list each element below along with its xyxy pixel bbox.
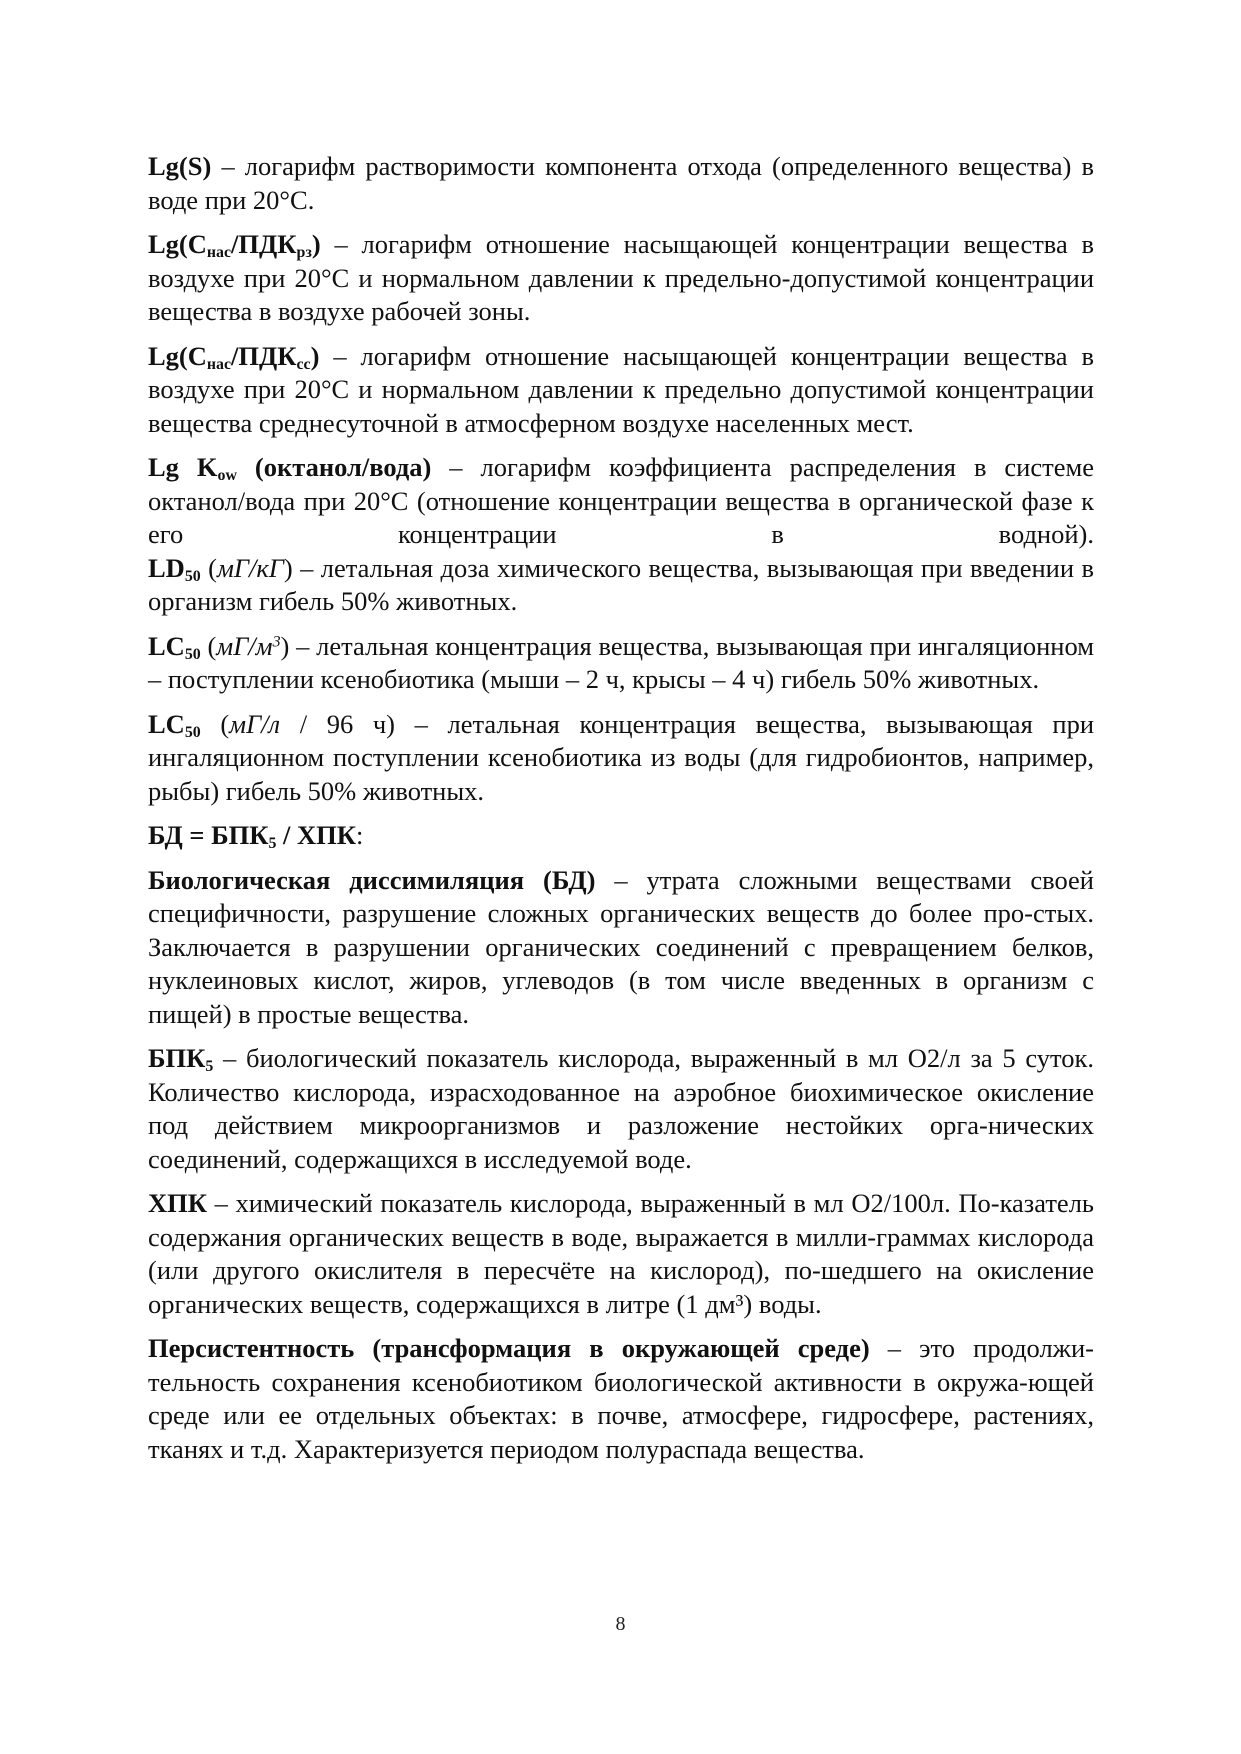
term: ХПК: [148, 1188, 207, 1218]
term-part: / ХПК: [276, 820, 356, 850]
term-part: LC: [148, 630, 185, 661]
definition-ld50: $LD_{50}$ (мГ/кГ) – летальная доза химического вещества, вызывающая при введении в организм гибель 50% животных.: [148, 552, 1094, 616]
term-subscript: рз: [296, 243, 312, 261]
page-body: [148, 150, 1094, 1466]
term-subscript: 5: [205, 1057, 214, 1075]
definition-lg-kow: [148, 451, 1094, 552]
term: [148, 229, 321, 259]
definition-text: – летальная концентрация вещества, вызывающая при ингаляционном поступлении ксенобиотика из воды (для гидробионтов, например, рыбы) гибель 50% животных.: [148, 708, 1094, 806]
unit-part: мГ/м: [216, 630, 273, 661]
definition-text: – логарифм коэффициента распределения в системе октанол/вода при 20°С (отношение концентрации вещества в органической фазе к его концентрации в водной).: [148, 452, 1095, 549]
term-subscript: 50: [184, 723, 201, 741]
definition-persistence: [148, 1332, 1094, 1466]
unit-superscript: 3: [272, 632, 281, 650]
definition-lc50-water: $LC_{50}$ (мГ/л / 96 ч) – летальная концентрация вещества, вызывающая при ингаляционном поступлении ксенобиотика из воды (для гидробионтов, например, рыбы) гибель 50% животных.: [148, 708, 1094, 806]
term-subscript: нас: [206, 243, 232, 261]
definition-lg-cnas-pdkss: [148, 340, 1094, 441]
definition-lg-cnas-pdkrz: [148, 228, 1094, 329]
unit-rest: / 96 ч): [280, 708, 395, 739]
term: [148, 631, 201, 661]
definition-biological-dissimilation: [148, 864, 1094, 1032]
definition-lg-s: [148, 150, 1094, 217]
term-part: ): [311, 229, 321, 259]
term-part: LC: [148, 708, 185, 739]
term-part: Lg(С: [148, 340, 207, 371]
term-subscript: ow: [217, 466, 237, 484]
unit: [216, 631, 280, 661]
definition-text: – логарифм растворимости компонента отхода (определенного вещества) в воде при 20°С.: [148, 151, 1094, 215]
term-subscript: 50: [184, 645, 201, 663]
term-subscript: нас: [206, 355, 232, 373]
term: Персистентность (трансформация в окружающей среде): [148, 1333, 870, 1363]
term: [148, 820, 356, 850]
term-subscript: 50: [184, 567, 201, 585]
term: [148, 553, 201, 583]
term-part: БПК: [148, 1043, 206, 1073]
term-part: LD: [148, 552, 185, 583]
term: Биологическая диссимиляция (БД): [148, 864, 596, 895]
definition-text: – утрата сложными веществами своей специфичности, разрушение сложных органических веществ до более про-стых. Заключается в разрушении органических соединений с превращением белков, нуклеиновых кислот, жиров, углеводов (в том числе введенных в организм с пищей) в простые вещества.: [148, 864, 1094, 1029]
term: [148, 709, 201, 739]
definition-text: – логарифм отношение насыщающей концентрации вещества в воздухе при 20°С и нормальном давлении к предельно-допустимой концентрации вещества в воздухе рабочей зоны.: [148, 229, 1094, 326]
definition-text: – логарифм отношение насыщающей концентрации вещества в воздухе при 20°С и нормальном давлении к предельно допустимой концентрации вещества среднесуточной в атмосферном воздухе населенных мест.: [148, 340, 1094, 438]
page-number: 8: [615, 1613, 626, 1635]
definition-text: – летальная концентрация вещества, вызывающая при ингаляционном – поступлении ксенобиотика (мыши – 2 ч, крысы – 4 ч) гибель 50% животных.: [148, 630, 1094, 694]
definition-hpk: [148, 1187, 1094, 1321]
term: [148, 1043, 213, 1073]
term-part: БД = БПК: [148, 820, 269, 850]
definition-bpk5: [148, 1042, 1094, 1176]
term-part: /ПДК: [231, 229, 297, 259]
definition-text: – это продолжи-тельность сохранения ксенобиотиком биологической активности в окружа-ющей среде или ее отдельных объектах: в почве, атмосфере, гидросфере, растениях, тканях и т.д. Характеризуется периодом полураспада вещества.: [148, 1333, 1094, 1464]
definition-lc50-air: $LC_{50}$ $(мГ/м^3)$ – летальная концентрация вещества, вызывающая при ингаляционном – поступлении ксенобиотика (мыши – 2 ч, крысы – 4 ч) гибель 50% животных.: [148, 630, 1094, 694]
definition-text: – летальная доза химического вещества, вызывающая при введении в организм гибель 50% животных.: [148, 552, 1094, 616]
term: Lg(S): [148, 151, 212, 181]
unit: мГ/л: [229, 708, 281, 739]
term-part: ): [310, 340, 320, 371]
definition-text: :: [355, 820, 364, 850]
formula-bd: [148, 819, 1094, 853]
definition-text: – биологический показатель кислорода, выраженный в мл О2/л за 5 суток. Количество кислорода, израсходованное на аэробное биохимическое окисление под действием микроорганизмов и разложение нестойких орга-нических соединений, содержащихся в исследуемой воде.: [148, 1043, 1094, 1174]
term-part: /ПДК: [231, 340, 297, 371]
term-subscript: 5: [268, 834, 277, 852]
term: [148, 452, 431, 482]
term-part: Lg K: [148, 452, 218, 482]
term-part: Lg(С: [148, 229, 207, 259]
term-part: (октанол/вода): [236, 452, 432, 482]
term-subscript: сс: [296, 355, 311, 373]
unit: мГ/кГ: [216, 552, 284, 583]
definition-text: – химический показатель кислорода, выраженный в мл О2/100л. По-казатель содержания органических веществ в воде, выражается в милли-граммах кислорода (или другого окислителя в пересчёте на кислород), по-шедшего на окисление органических веществ, содержащихся в литре (1 дм³) воды.: [148, 1188, 1094, 1319]
term: [148, 341, 319, 371]
